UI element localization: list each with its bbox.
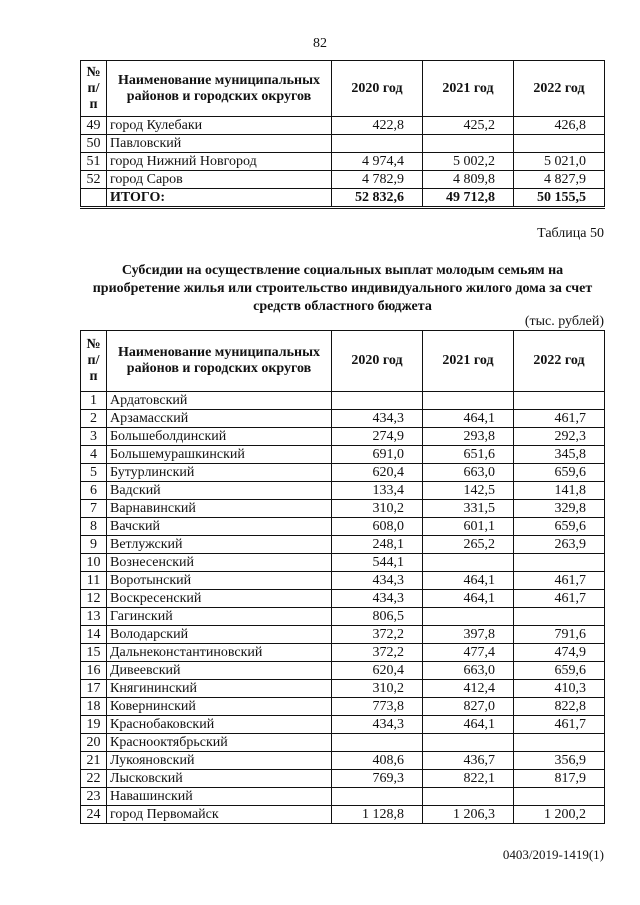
row-name: Вачский <box>107 518 332 536</box>
table-bottom <box>80 330 605 824</box>
row-number: 7 <box>81 500 107 518</box>
row-number: 15 <box>81 644 107 662</box>
row-value-2021: 425,2 <box>423 117 514 135</box>
row-number: 9 <box>81 536 107 554</box>
row-value-2021: 601,1 <box>423 518 514 536</box>
row-value-2022 <box>514 608 605 626</box>
row-value-2021 <box>423 734 514 752</box>
row-name: Воротынский <box>107 572 332 590</box>
row-number: 16 <box>81 662 107 680</box>
table-row <box>81 752 605 770</box>
table-row <box>81 446 605 464</box>
row-value-2022: 659,6 <box>514 518 605 536</box>
table-header-row <box>81 331 605 392</box>
row-name: Большеболдинский <box>107 428 332 446</box>
row-value-2021: 5 002,2 <box>423 153 514 171</box>
row-value-2020: 4 974,4 <box>332 153 423 171</box>
row-name: Ардатовский <box>107 392 332 410</box>
row-number: 4 <box>81 446 107 464</box>
table-row <box>81 788 605 806</box>
row-value-2022: 292,3 <box>514 428 605 446</box>
row-value-2021: 265,2 <box>423 536 514 554</box>
table-row <box>81 806 605 824</box>
total-2021: 49 712,8 <box>423 189 514 208</box>
row-name: Варнавинский <box>107 500 332 518</box>
row-number: 14 <box>81 626 107 644</box>
table-row <box>81 135 605 153</box>
row-number: 21 <box>81 752 107 770</box>
row-name: город Кулебаки <box>107 117 332 135</box>
row-value-2020: 773,8 <box>332 698 423 716</box>
row-name: Павловский <box>107 135 332 153</box>
row-value-2021 <box>423 788 514 806</box>
row-value-2022: 410,3 <box>514 680 605 698</box>
row-value-2022: 5 021,0 <box>514 153 605 171</box>
row-value-2021 <box>423 608 514 626</box>
row-value-2021: 464,1 <box>423 590 514 608</box>
row-number: 17 <box>81 680 107 698</box>
row-number: 8 <box>81 518 107 536</box>
row-value-2022 <box>514 554 605 572</box>
table-caption: Таблица 50 <box>537 226 604 241</box>
row-name: Княгининский <box>107 680 332 698</box>
row-name: Навашинский <box>107 788 332 806</box>
row-value-2020: 310,2 <box>332 680 423 698</box>
row-number: 6 <box>81 482 107 500</box>
row-name: Вадский <box>107 482 332 500</box>
row-value-2020: 691,0 <box>332 446 423 464</box>
row-number: 24 <box>81 806 107 824</box>
total-2022: 50 155,5 <box>514 189 605 208</box>
header-2020: 2020 год <box>332 61 423 117</box>
row-value-2020: 133,4 <box>332 482 423 500</box>
table-row <box>81 662 605 680</box>
row-name: Гагинский <box>107 608 332 626</box>
row-name: Бутурлинский <box>107 464 332 482</box>
row-value-2022: 345,8 <box>514 446 605 464</box>
row-value-2020: 434,3 <box>332 716 423 734</box>
row-value-2020: 434,3 <box>332 410 423 428</box>
row-value-2020 <box>332 734 423 752</box>
row-name: Краснооктябрьский <box>107 734 332 752</box>
row-value-2020: 434,3 <box>332 572 423 590</box>
row-number: 51 <box>81 153 107 171</box>
total-row <box>81 189 605 208</box>
row-value-2020 <box>332 135 423 153</box>
table-row <box>81 392 605 410</box>
row-value-2022: 1 200,2 <box>514 806 605 824</box>
row-name: Дальнеконстантиновский <box>107 644 332 662</box>
row-value-2020: 434,3 <box>332 590 423 608</box>
row-name: Большемурашкинский <box>107 446 332 464</box>
row-value-2022 <box>514 392 605 410</box>
units-label: (тыс. рублей) <box>524 314 604 329</box>
table-row <box>81 482 605 500</box>
row-value-2020: 422,8 <box>332 117 423 135</box>
row-name: Ковернинский <box>107 698 332 716</box>
row-number: 18 <box>81 698 107 716</box>
row-value-2021 <box>423 135 514 153</box>
table-header-row <box>81 61 605 117</box>
row-value-2021: 822,1 <box>423 770 514 788</box>
row-value-2020: 274,9 <box>332 428 423 446</box>
row-value-2020: 372,2 <box>332 626 423 644</box>
row-value-2021: 142,5 <box>423 482 514 500</box>
table-row <box>81 770 605 788</box>
row-name: Володарский <box>107 626 332 644</box>
row-value-2020 <box>332 788 423 806</box>
row-value-2022: 329,8 <box>514 500 605 518</box>
row-value-2022: 822,8 <box>514 698 605 716</box>
row-value-2022: 263,9 <box>514 536 605 554</box>
row-value-2021: 464,1 <box>423 716 514 734</box>
row-number: 2 <box>81 410 107 428</box>
table-row <box>81 554 605 572</box>
row-value-2022: 461,7 <box>514 572 605 590</box>
row-value-2021: 1 206,3 <box>423 806 514 824</box>
row-value-2021: 331,5 <box>423 500 514 518</box>
row-value-2020: 806,5 <box>332 608 423 626</box>
table-row <box>81 608 605 626</box>
document-code: 0403/2019-1419(1) <box>502 847 604 862</box>
row-value-2022: 461,7 <box>514 716 605 734</box>
row-value-2022: 461,7 <box>514 410 605 428</box>
row-name: город Нижний Новгород <box>107 153 332 171</box>
row-name: Вознесенский <box>107 554 332 572</box>
row-value-2020: 310,2 <box>332 500 423 518</box>
row-value-2022: 659,6 <box>514 464 605 482</box>
table-row <box>81 734 605 752</box>
row-value-2022: 659,6 <box>514 662 605 680</box>
row-number: 13 <box>81 608 107 626</box>
row-number: 50 <box>81 135 107 153</box>
table-row <box>81 117 605 135</box>
table-row <box>81 680 605 698</box>
table-title: Субсидии на осуществление социальных выплат молодым семьям на приобретение жилья или строительство индивидуального жилого дома за счет средств областного бюджета <box>92 263 593 314</box>
row-value-2022: 817,9 <box>514 770 605 788</box>
row-name: Ветлужский <box>107 536 332 554</box>
header-name: Наименование муниципальных районов и городских округов <box>107 331 332 392</box>
row-value-2021: 663,0 <box>423 464 514 482</box>
table-top <box>80 60 605 209</box>
row-name: Лукояновский <box>107 752 332 770</box>
row-value-2021: 293,8 <box>423 428 514 446</box>
row-number: 3 <box>81 428 107 446</box>
row-value-2020: 620,4 <box>332 464 423 482</box>
row-value-2020: 769,3 <box>332 770 423 788</box>
row-value-2022: 426,8 <box>514 117 605 135</box>
header-2022: 2022 год <box>514 331 605 392</box>
total-blank-cell <box>81 189 107 208</box>
row-value-2021: 464,1 <box>423 572 514 590</box>
table-row <box>81 464 605 482</box>
header-num: № п/п <box>81 331 107 392</box>
row-number: 22 <box>81 770 107 788</box>
header-2022: 2022 год <box>514 61 605 117</box>
row-name: город Первомайск <box>107 806 332 824</box>
row-value-2021: 436,7 <box>423 752 514 770</box>
table-row <box>81 153 605 171</box>
row-value-2020: 608,0 <box>332 518 423 536</box>
row-value-2022: 461,7 <box>514 590 605 608</box>
header-2021: 2021 год <box>423 61 514 117</box>
row-value-2020 <box>332 392 423 410</box>
row-value-2022 <box>514 788 605 806</box>
row-value-2020: 620,4 <box>332 662 423 680</box>
total-label: ИТОГО: <box>107 189 332 208</box>
row-value-2020: 372,2 <box>332 644 423 662</box>
table-row <box>81 590 605 608</box>
header-2020: 2020 год <box>332 331 423 392</box>
row-name: Лысковский <box>107 770 332 788</box>
table-row <box>81 698 605 716</box>
row-value-2021: 4 809,8 <box>423 171 514 189</box>
row-number: 20 <box>81 734 107 752</box>
row-number: 11 <box>81 572 107 590</box>
row-name: Дивеевский <box>107 662 332 680</box>
row-value-2021: 827,0 <box>423 698 514 716</box>
row-value-2020: 4 782,9 <box>332 171 423 189</box>
row-number: 23 <box>81 788 107 806</box>
row-value-2022: 474,9 <box>514 644 605 662</box>
header-num: № п/п <box>81 61 107 117</box>
table-row <box>81 644 605 662</box>
table-row <box>81 428 605 446</box>
total-2020: 52 832,6 <box>332 189 423 208</box>
table-row <box>81 536 605 554</box>
row-value-2021 <box>423 392 514 410</box>
row-number: 1 <box>81 392 107 410</box>
row-number: 19 <box>81 716 107 734</box>
row-value-2020: 248,1 <box>332 536 423 554</box>
row-value-2022: 4 827,9 <box>514 171 605 189</box>
table-row <box>81 572 605 590</box>
table-row <box>81 500 605 518</box>
row-number: 10 <box>81 554 107 572</box>
table-row <box>81 518 605 536</box>
header-name: Наименование муниципальных районов и городских округов <box>107 61 332 117</box>
row-name: Краснобаковский <box>107 716 332 734</box>
row-number: 52 <box>81 171 107 189</box>
header-2021: 2021 год <box>423 331 514 392</box>
row-value-2021: 477,4 <box>423 644 514 662</box>
row-value-2022 <box>514 734 605 752</box>
table-row <box>81 171 605 189</box>
row-name: Воскресенский <box>107 590 332 608</box>
table-row <box>81 716 605 734</box>
row-value-2021: 464,1 <box>423 410 514 428</box>
row-number: 49 <box>81 117 107 135</box>
table-row <box>81 410 605 428</box>
page-number: 82 <box>313 36 327 51</box>
row-value-2022: 141,8 <box>514 482 605 500</box>
row-value-2020: 1 128,8 <box>332 806 423 824</box>
row-value-2022 <box>514 135 605 153</box>
row-name: Арзамасский <box>107 410 332 428</box>
row-value-2022: 356,9 <box>514 752 605 770</box>
row-value-2022: 791,6 <box>514 626 605 644</box>
row-value-2020: 408,6 <box>332 752 423 770</box>
row-value-2021 <box>423 554 514 572</box>
row-value-2021: 663,0 <box>423 662 514 680</box>
row-value-2020: 544,1 <box>332 554 423 572</box>
row-name: город Саров <box>107 171 332 189</box>
row-value-2021: 651,6 <box>423 446 514 464</box>
row-value-2021: 412,4 <box>423 680 514 698</box>
table-row <box>81 626 605 644</box>
row-number: 12 <box>81 590 107 608</box>
row-number: 5 <box>81 464 107 482</box>
row-value-2021: 397,8 <box>423 626 514 644</box>
